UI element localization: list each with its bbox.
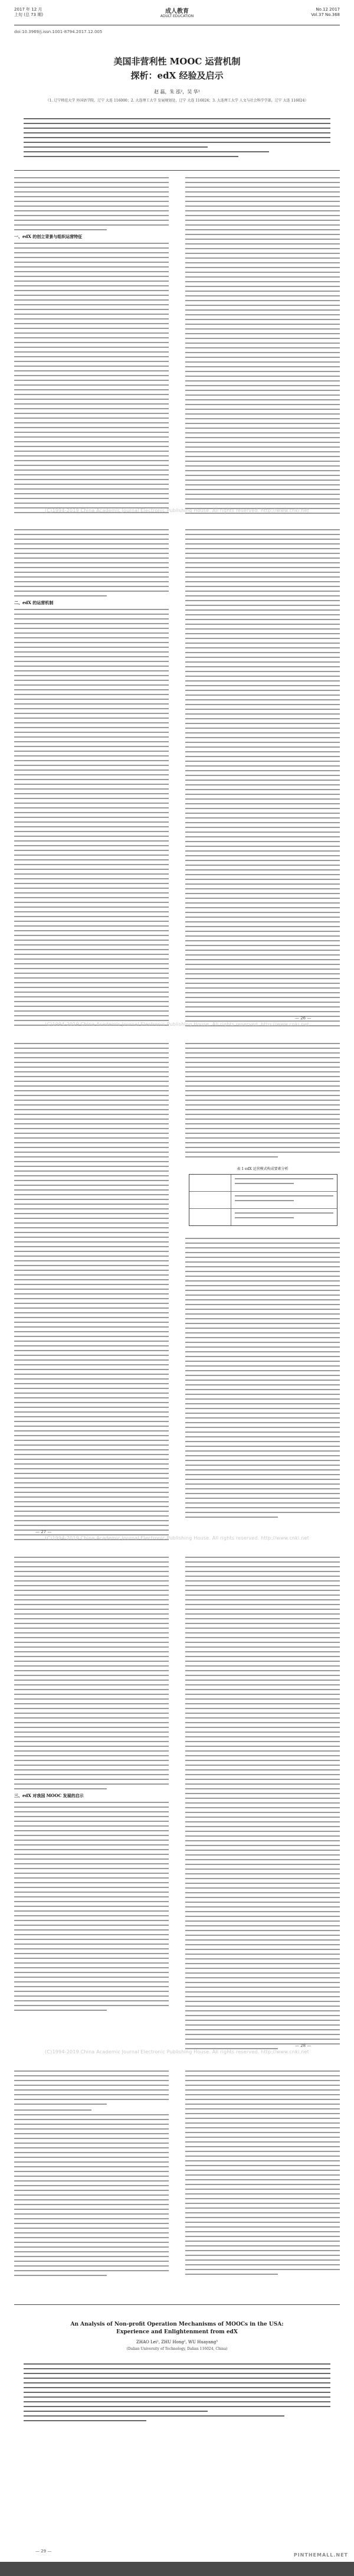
article-title: 美国非营利性 MOOC 运营机制 探析：edX 经验及启示 xyxy=(113,56,241,81)
table-title: 表 1 edX 运营模式构成要素分析 xyxy=(237,1167,289,1171)
table xyxy=(189,1174,337,1226)
column-left xyxy=(14,177,169,559)
table-row xyxy=(189,1175,337,1192)
column-left xyxy=(14,529,169,1034)
english-title: An Analysis of Non-profit Operation Mechanisms of MOOCs in the USA: Experience and Enlightenment from edX xyxy=(70,2321,284,2335)
authors: 赵 磊，朱 泓²，吴 华¹ xyxy=(153,89,201,94)
column-right xyxy=(185,177,340,531)
page-3 xyxy=(0,1029,354,1543)
column-right-top xyxy=(185,1043,340,1161)
footer-bar xyxy=(0,2562,354,2576)
watermark: (C)1994-2019 China Academic Journal Electronic Publishing House. All rights reserved. http://www.cnki.net xyxy=(45,1022,309,1027)
page-2 xyxy=(0,515,354,1029)
watermark: (C)1994-2019 China Academic Journal Electronic Publishing House. All rights reserved. http://www.cnki.net xyxy=(45,1535,309,1541)
affiliation: （1. 辽宁师范大学 外国语学院，辽宁 大连 116000；2. 大连理工大学 发展规划处，辽宁 大连 116024；3. 大连理工大学 人文与社会科学学部，辽宁 大连 116024） xyxy=(45,99,309,103)
journal-name: 成人教育 xyxy=(165,8,189,15)
section-heading: 二、edX 的运营机制 xyxy=(14,600,54,605)
abstract xyxy=(24,118,330,161)
page-number: — 29 — xyxy=(35,2549,52,2554)
column-left xyxy=(14,1043,169,1563)
page-1 xyxy=(0,0,354,531)
table-row xyxy=(189,1209,337,1225)
pinthemall-logo: PINTHEMALL.NET xyxy=(293,2552,348,2558)
page-number: — 26 — xyxy=(295,1016,312,1020)
section-heading: 三、edX 对我国 MOOC 发展的启示 xyxy=(14,1793,84,1798)
page-number: — 27 — xyxy=(35,1530,52,1534)
column-left xyxy=(14,1557,169,2014)
journal-header: 2017 年 12 月 上旬 (总 73 期) 成人教育 ADULT EDUCATION No.12 2017 Vol.37 No.368 xyxy=(14,6,340,25)
section-heading: 一、edX 的创立背景与组织运营特征 xyxy=(14,234,83,239)
watermark: (C)1994-2019 China Academic Journal Electronic Publishing House. All rights reserved. http://www.cnki.net xyxy=(45,2049,309,2055)
english-affiliation: (Dalian University of Technology, Dalian 116024, China) xyxy=(126,2347,228,2351)
column-right xyxy=(185,1557,340,2053)
english-authors: ZHAO Lei¹, ZHU Hong², WU Huayang³ xyxy=(136,2340,218,2345)
column-right xyxy=(185,2070,340,2278)
page-number: — 28 — xyxy=(295,2043,312,2048)
column-right xyxy=(185,529,340,1044)
english-abstract xyxy=(24,2363,330,2425)
watermark: (C)1994-2019 China Academic Journal Electronic Publishing House. All rights reserved. http://www.cnki.net xyxy=(45,508,309,513)
page-5 xyxy=(0,2056,354,2562)
doi: doi:10.3969/j.issn.1001-8794.2017.12.005 xyxy=(14,30,103,34)
column-right-bottom xyxy=(185,1238,340,1521)
column-left xyxy=(14,2070,169,2280)
table-row xyxy=(189,1192,337,1209)
page-4 xyxy=(0,1543,354,2056)
